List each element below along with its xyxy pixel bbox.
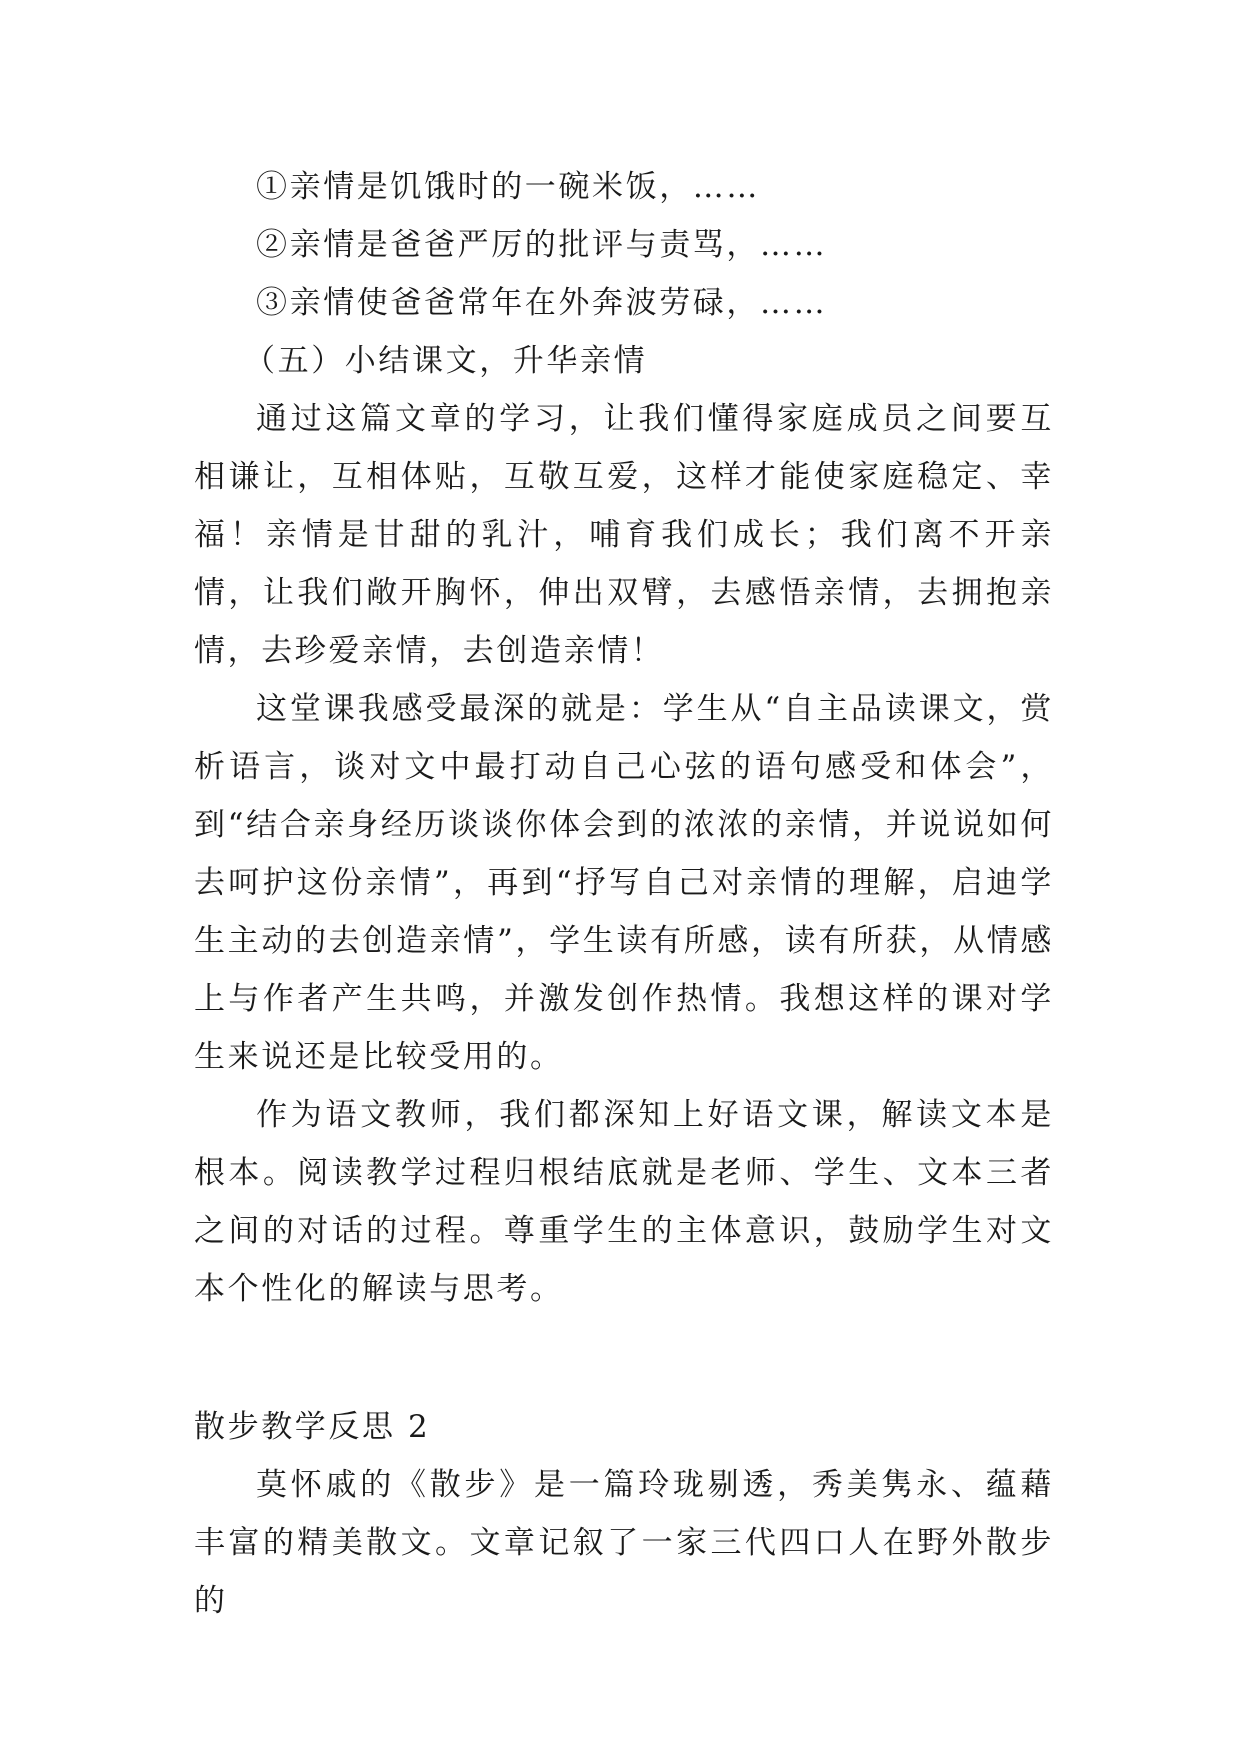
paragraph: 作为语文教师，我们都深知上好语文课，解读文本是根本。阅读教学过程归根结底就是老师、学生、文本三者之间的对话的过程。尊重学生的主体意识，鼓励学生对文本个性化的解读与思考。 (194, 1097, 1054, 1307)
paragraph: 莫怀戚的《散步》是一篇玲珑剔透，秀美隽永、蕴藉丰富的精美散文。文章记叙了一家三代四口人在野外散步的 (194, 1467, 1054, 1619)
subheading: （五）小结课文，升华亲情 (244, 343, 648, 379)
list-item: ③亲情使爸爸常年在外奔波劳碌，…… (256, 285, 828, 321)
list-item: ②亲情是爸爸严厉的批评与责骂，…… (256, 227, 828, 263)
section-title: 散步教学反思 2 (194, 1409, 431, 1445)
paragraph: 这堂课我感受最深的就是：学生从“自主品读课文，赏析语言，谈对文中最打动自己心弦的语句感受和体会”，到“结合亲身经历谈谈你体会到的浓浓的亲情，并说说如何去呵护这份亲情”，再到“抒写自己对亲情的理解，启迪学生主动的去创造亲情”，学生读有所感，读有所获，从情感上与作者产生共鸣，并激发创作热情。我想这样的课对学生来说还是比较受用的。 (194, 691, 1054, 1075)
document-body (194, 158, 1054, 1630)
list-item: ①亲情是饥饿时的一碗米饭，…… (256, 169, 760, 205)
paragraph: 通过这篇文章的学习，让我们懂得家庭成员之间要互相谦让，互相体贴，互敬互爱，这样才能使家庭稳定、幸福！亲情是甘甜的乳汁，哺育我们成长；我们离不开亲情，让我们敞开胸怀，伸出双臂，去感悟亲情，去拥抱亲情，去珍爱亲情，去创造亲情！ (194, 401, 1054, 669)
section-gap (194, 1318, 1054, 1376)
